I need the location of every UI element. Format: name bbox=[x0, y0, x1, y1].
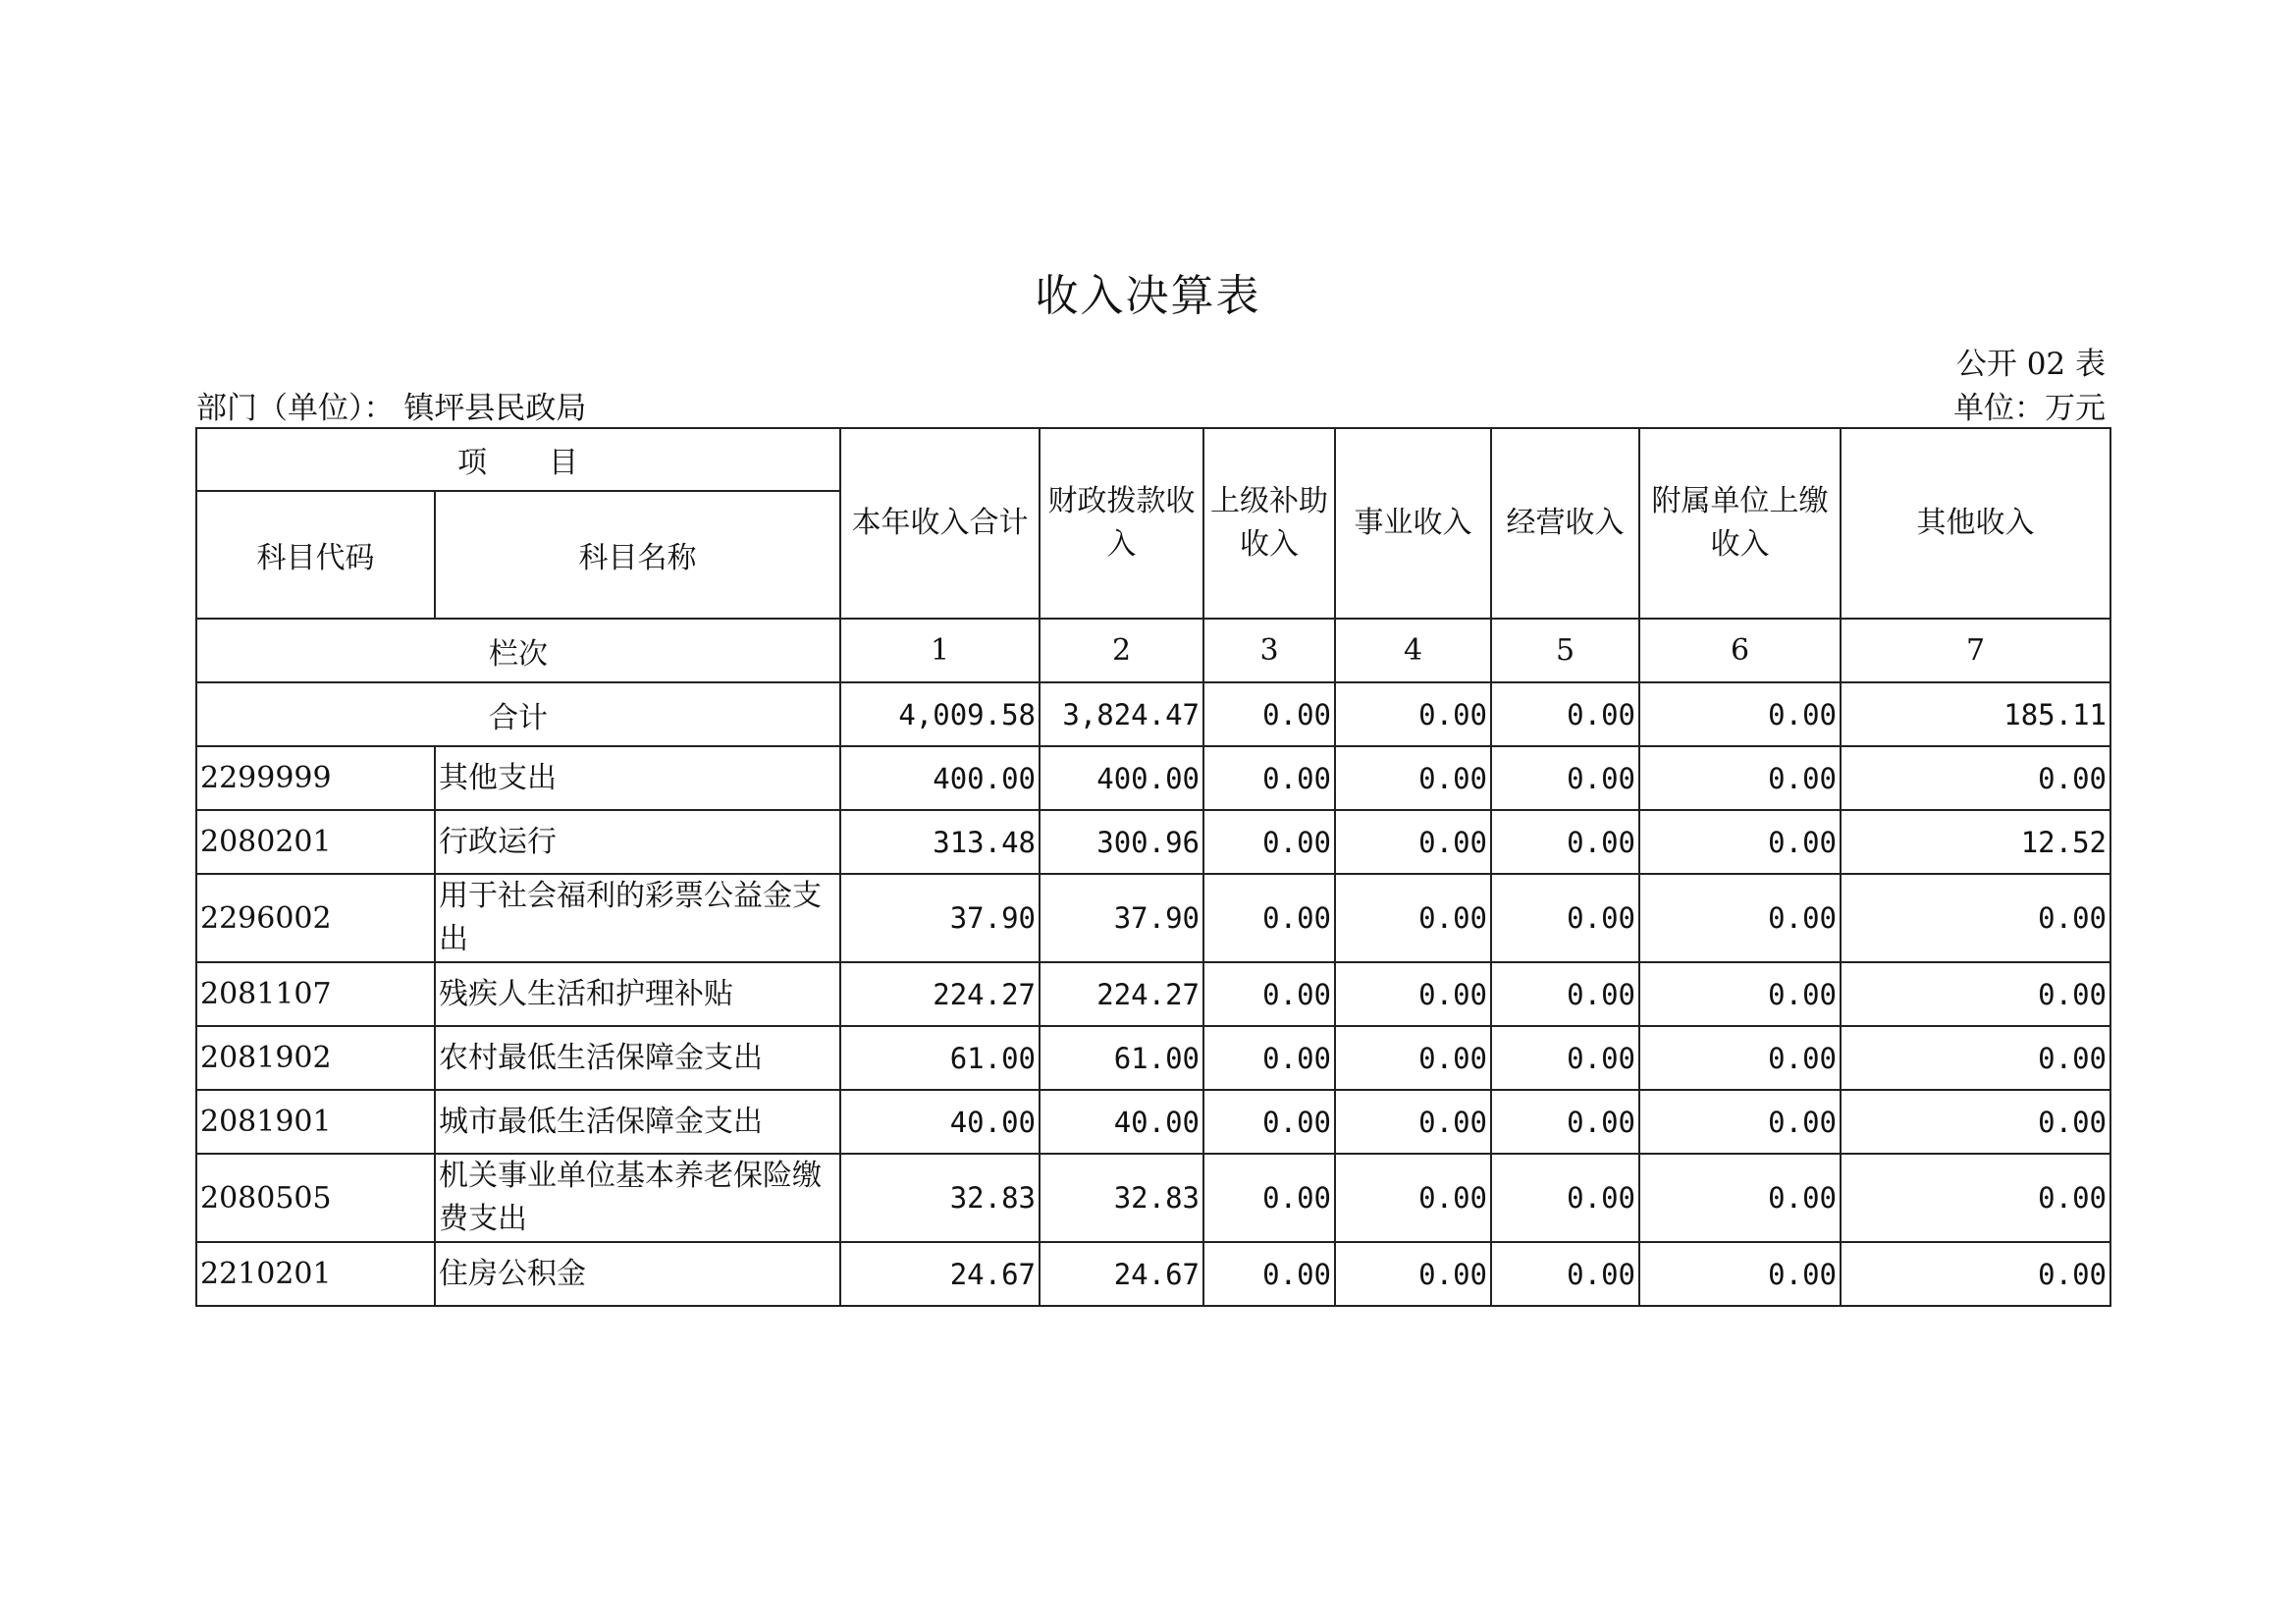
amount-cell: 0.00 bbox=[1639, 1154, 1841, 1242]
unit-label: 单位：万元 bbox=[1953, 391, 2106, 426]
header-col7: 其他收入 bbox=[1841, 428, 2110, 619]
index-row bbox=[196, 619, 2110, 682]
subject-code: 2210201 bbox=[196, 1242, 435, 1306]
amount-cell: 0.00 bbox=[1841, 746, 2110, 810]
amount-cell: 0.00 bbox=[1203, 962, 1335, 1026]
header-row-top bbox=[196, 428, 2110, 491]
subject-code: 2080505 bbox=[196, 1154, 435, 1242]
amount-cell: 24.67 bbox=[840, 1242, 1040, 1306]
amount-cell: 0.00 bbox=[1335, 874, 1491, 962]
amount-cell: 0.00 bbox=[1841, 962, 2110, 1026]
form-number: 公开 02 表 bbox=[1955, 347, 2106, 382]
amount-cell: 0.00 bbox=[1491, 1026, 1639, 1090]
amount-cell: 0.00 bbox=[1639, 874, 1841, 962]
subject-name: 残疾人生活和护理补贴 bbox=[435, 962, 840, 1026]
amount-cell: 40.00 bbox=[1040, 1090, 1203, 1154]
amount-cell: 224.27 bbox=[840, 962, 1040, 1026]
amount-cell: 0.00 bbox=[1639, 1026, 1841, 1090]
amount-cell: 0.00 bbox=[1491, 746, 1639, 810]
subject-code: 2081902 bbox=[196, 1026, 435, 1090]
header-col5: 经营收入 bbox=[1491, 428, 1639, 619]
amount-cell: 61.00 bbox=[840, 1026, 1040, 1090]
table-row bbox=[196, 810, 2110, 874]
header-col2: 财政拨款收入 bbox=[1040, 428, 1203, 619]
amount-cell: 0.00 bbox=[1841, 1154, 2110, 1242]
amount-cell: 12.52 bbox=[1841, 810, 2110, 874]
department-label: 部门（单位）： 镇坪县民政局 bbox=[196, 391, 587, 426]
subject-name: 农村最低生活保障金支出 bbox=[435, 1026, 840, 1090]
amount-cell: 0.00 bbox=[1491, 962, 1639, 1026]
subject-code: 2296002 bbox=[196, 874, 435, 962]
subject-name: 住房公积金 bbox=[435, 1242, 840, 1306]
header-col1: 本年收入合计 bbox=[840, 428, 1040, 619]
table-row bbox=[196, 1026, 2110, 1090]
table-row bbox=[196, 1154, 2110, 1242]
total-value: 185.11 bbox=[1841, 682, 2110, 746]
total-value: 4,009.58 bbox=[840, 682, 1040, 746]
total-row bbox=[196, 682, 2110, 746]
amount-cell: 300.96 bbox=[1040, 810, 1203, 874]
amount-cell: 0.00 bbox=[1203, 746, 1335, 810]
amount-cell: 0.00 bbox=[1203, 1154, 1335, 1242]
amount-cell: 0.00 bbox=[1639, 810, 1841, 874]
amount-cell: 400.00 bbox=[1040, 746, 1203, 810]
subject-name: 城市最低生活保障金支出 bbox=[435, 1090, 840, 1154]
header-item: 项 目 bbox=[196, 428, 840, 491]
index-num: 1 bbox=[840, 619, 1040, 682]
amount-cell: 0.00 bbox=[1203, 1242, 1335, 1306]
total-value: 0.00 bbox=[1203, 682, 1335, 746]
index-num: 7 bbox=[1841, 619, 2110, 682]
amount-cell: 0.00 bbox=[1841, 874, 2110, 962]
amount-cell: 0.00 bbox=[1203, 874, 1335, 962]
table-row bbox=[196, 962, 2110, 1026]
total-label: 合计 bbox=[196, 682, 840, 746]
report-title: 收入决算表 bbox=[1035, 271, 1261, 321]
amount-cell: 0.00 bbox=[1335, 746, 1491, 810]
subject-name: 机关事业单位基本养老保险缴费支出 bbox=[435, 1154, 840, 1242]
amount-cell: 400.00 bbox=[840, 746, 1040, 810]
amount-cell: 0.00 bbox=[1639, 1090, 1841, 1154]
amount-cell: 0.00 bbox=[1841, 1026, 2110, 1090]
amount-cell: 0.00 bbox=[1203, 1026, 1335, 1090]
amount-cell: 0.00 bbox=[1335, 1242, 1491, 1306]
amount-cell: 0.00 bbox=[1203, 810, 1335, 874]
amount-cell: 0.00 bbox=[1491, 810, 1639, 874]
amount-cell: 0.00 bbox=[1335, 810, 1491, 874]
table-row bbox=[196, 1090, 2110, 1154]
amount-cell: 0.00 bbox=[1639, 746, 1841, 810]
header-col6: 附属单位上缴收入 bbox=[1639, 428, 1841, 619]
total-value: 0.00 bbox=[1335, 682, 1491, 746]
amount-cell: 0.00 bbox=[1491, 1154, 1639, 1242]
amount-cell: 40.00 bbox=[840, 1090, 1040, 1154]
table-row bbox=[196, 746, 2110, 810]
index-num: 4 bbox=[1335, 619, 1491, 682]
subject-code: 2081107 bbox=[196, 962, 435, 1026]
header-col3: 上级补助收入 bbox=[1203, 428, 1335, 619]
amount-cell: 0.00 bbox=[1335, 1026, 1491, 1090]
subject-code: 2299999 bbox=[196, 746, 435, 810]
total-value: 0.00 bbox=[1491, 682, 1639, 746]
total-value: 0.00 bbox=[1639, 682, 1841, 746]
index-num: 3 bbox=[1203, 619, 1335, 682]
amount-cell: 32.83 bbox=[1040, 1154, 1203, 1242]
amount-cell: 0.00 bbox=[1335, 1154, 1491, 1242]
amount-cell: 224.27 bbox=[1040, 962, 1203, 1026]
subject-code: 2080201 bbox=[196, 810, 435, 874]
amount-cell: 0.00 bbox=[1841, 1090, 2110, 1154]
amount-cell: 313.48 bbox=[840, 810, 1040, 874]
amount-cell: 37.90 bbox=[1040, 874, 1203, 962]
index-num: 6 bbox=[1639, 619, 1841, 682]
amount-cell: 32.83 bbox=[840, 1154, 1040, 1242]
amount-cell: 0.00 bbox=[1841, 1242, 2110, 1306]
amount-cell: 0.00 bbox=[1639, 1242, 1841, 1306]
table-row bbox=[196, 1242, 2110, 1306]
amount-cell: 0.00 bbox=[1639, 962, 1841, 1026]
subject-code: 2081901 bbox=[196, 1090, 435, 1154]
amount-cell: 0.00 bbox=[1491, 1242, 1639, 1306]
subject-name: 其他支出 bbox=[435, 746, 840, 810]
amount-cell: 0.00 bbox=[1203, 1090, 1335, 1154]
header-code: 科目代码 bbox=[196, 491, 435, 619]
subject-name: 用于社会福利的彩票公益金支出 bbox=[435, 874, 840, 962]
index-label: 栏次 bbox=[196, 619, 840, 682]
total-value: 3,824.47 bbox=[1040, 682, 1203, 746]
table-row bbox=[196, 874, 2110, 962]
header-name: 科目名称 bbox=[435, 491, 840, 619]
amount-cell: 0.00 bbox=[1491, 1090, 1639, 1154]
header-col4: 事业收入 bbox=[1335, 428, 1491, 619]
subject-name: 行政运行 bbox=[435, 810, 840, 874]
income-table bbox=[195, 427, 2111, 1307]
amount-cell: 0.00 bbox=[1491, 874, 1639, 962]
amount-cell: 61.00 bbox=[1040, 1026, 1203, 1090]
amount-cell: 0.00 bbox=[1335, 1090, 1491, 1154]
index-num: 2 bbox=[1040, 619, 1203, 682]
index-num: 5 bbox=[1491, 619, 1639, 682]
amount-cell: 0.00 bbox=[1335, 962, 1491, 1026]
amount-cell: 24.67 bbox=[1040, 1242, 1203, 1306]
amount-cell: 37.90 bbox=[840, 874, 1040, 962]
